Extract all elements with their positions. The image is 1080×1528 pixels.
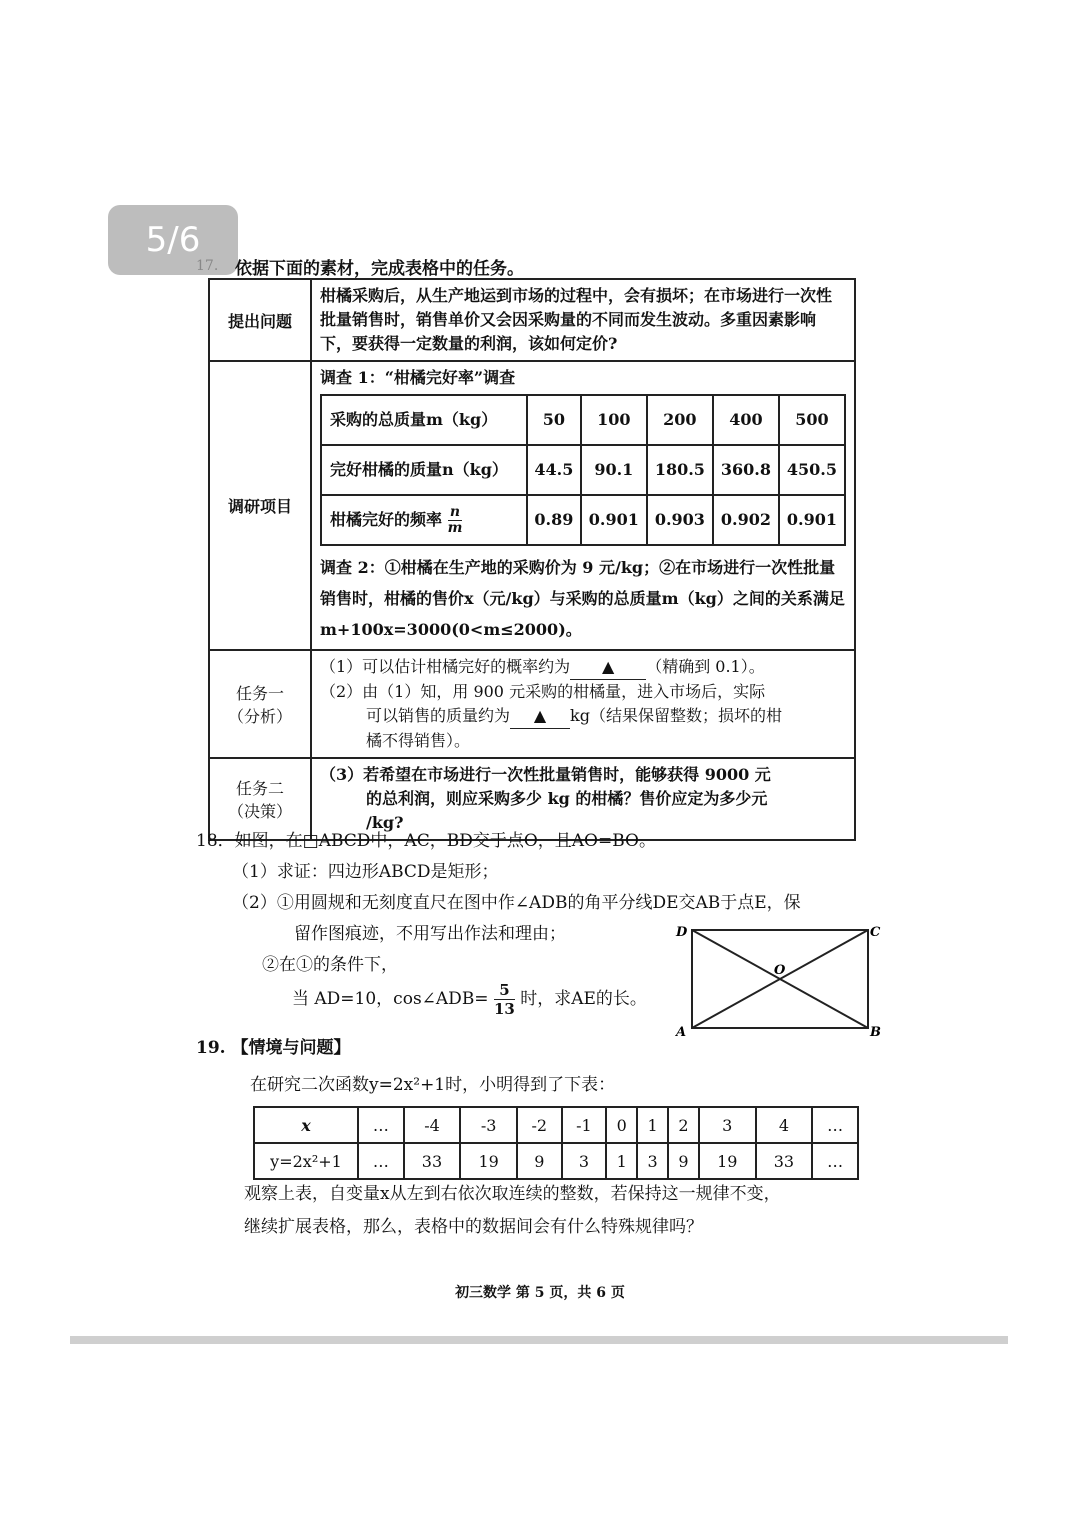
label-d: D: [676, 925, 688, 940]
page-indicator: 5/6: [108, 205, 238, 275]
task1-item2: （2）由（1）知，用 900 元采购的柑橘量，进入市场后，实际: [320, 682, 766, 701]
question-19-paragraph: 观察上表，自变量x从左到右依次取连续的整数，若保持这一规律不变， 继续扩展表格，那么，表格中的数据间会有什么特殊规律吗？: [244, 1184, 781, 1237]
cell: 0.902: [713, 495, 779, 545]
answer-blank-2: ▲: [510, 704, 570, 729]
problem-text: 柑橘采购后，从生产地运到市场的过程中，会有损坏；在市场进行一次性批量销售时，销售单价又会因采购量的不同而发生波动。多重因素影响下，要获得一定数量的利润，该如何定价?: [311, 279, 855, 361]
cell: 200: [647, 395, 713, 445]
cell: 100: [581, 395, 647, 445]
table-row: [321, 445, 845, 495]
q18-line1: 18．如图，在□ABCD中，AC，BD交于点O，且AO=BO。: [196, 831, 656, 851]
divider: [70, 1336, 1008, 1344]
survey1-title: 调查 1：“柑橘完好率”调查: [320, 368, 516, 387]
label-c: C: [870, 925, 881, 940]
cell: 0.89: [527, 495, 581, 545]
question-19-table: [253, 1106, 859, 1180]
task1-label: 任务一 （分析）: [209, 650, 311, 758]
fraction-5-13: $\frac{5}{13}$: [493, 981, 515, 1018]
question-17-number: 17.: [196, 258, 219, 274]
answer-blank-1: ▲: [570, 655, 646, 680]
cell: 90.1: [581, 445, 647, 495]
task1-item1: （1）可以估计柑橘完好的概率约为: [320, 657, 571, 676]
table-row: y=2x²+1 … 33 19 9 3 1 3 9 19 33 …: [254, 1143, 858, 1179]
problem-label: 提出问题: [209, 279, 311, 361]
row-header: x: [254, 1107, 358, 1143]
task2-item3: （3）若希望在市场进行一次性批量销售时，能够获得 9000 元: [320, 765, 771, 784]
row-header: y=2x²+1: [254, 1143, 358, 1179]
question-17-title: 依据下面的素材，完成表格中的任务。: [235, 259, 524, 279]
question-19-title: 19. 【情境与问题】: [196, 1038, 351, 1058]
cell: 450.5: [779, 445, 845, 495]
research-label: 调研项目: [209, 361, 311, 650]
cell: 0.903: [647, 495, 713, 545]
cell: 44.5: [527, 445, 581, 495]
row-header: 完好柑橘的质量n（kg）: [321, 445, 527, 495]
label-a: A: [676, 1025, 687, 1040]
cell: 0.901: [581, 495, 647, 545]
cell: 500: [779, 395, 845, 445]
label-o: O: [774, 963, 786, 978]
survey1-table: [320, 394, 846, 546]
question-19-intro: 在研究二次函数y=2x²+1时，小明得到了下表：: [250, 1075, 616, 1095]
rectangle-abcd-figure: [670, 920, 890, 1040]
q18-part2: （2）①用圆规和无刻度直尺在图中作∠ADB的角平分线DE交AB于点E，保: [232, 893, 801, 913]
table-row: x … -4 -3 -2 -1 0 1 2 3 4 …: [254, 1107, 858, 1143]
page-footer: 初三数学 第 5 页，共 6 页: [455, 1285, 625, 1301]
question-18: 18．如图，在□ABCD中，AC，BD交于点O，且AO=BO。 （1）求证：四边形ABCD是矩形； （2）①用圆规和无刻度直尺在图中作∠ADB的角平分线DE交AB于点E，保 留作图痕迹，不用写出作法和理由； ②在①的条件下， 当 AD=10，cos∠ADB= $\frac{5}{13}$ 时，求AE的长。: [196, 826, 876, 1018]
cell: 360.8: [713, 445, 779, 495]
table-row: [321, 495, 845, 545]
cell: 180.5: [647, 445, 713, 495]
cell: 0.901: [779, 495, 845, 545]
row-header: 采购的总质量m（kg）: [321, 395, 527, 445]
frequency-label: 柑橘完好的频率: [330, 509, 443, 529]
label-b: B: [870, 1025, 881, 1040]
cell: 400: [713, 395, 779, 445]
fraction-n-over-m: $\frac{n}{m}$: [447, 503, 463, 536]
table-row: [321, 395, 845, 445]
q18-part1: （1）求证：四边形ABCD是矩形；: [232, 862, 499, 882]
question-17-table: 提出问题 柑橘采购后，从生产地运到市场的过程中，会有损坏；在市场进行一次性批量销售时，销售单价又会因采购量的不同而发生波动。多重因素影响下，要获得一定数量的利润，该如何定价? 调研项目 调查 1：“柑橘完好率”调查 采购的总质量m（kg） 50 100 200 400 500 完好柑橘的质量n（kg） 44.5 90.1 180.5 360.8 450.5 柑橘完好的频率 $\frac{n}{m}$ 0.89 0.901 0.903 0.902 0.901 调查 2：①柑橘在生产地的采购价为 9 元/kg；②在市场进行一次性批量销售时，柑橘的售价x（元/kg）与采购的总质量m（kg）之间的关系满足m+100x=3000(0<m≤2000)。 任务一 （分析） （1）可以估计柑橘完好的概率约为 ▲ （精确到 0.1）。 （2）由（1）知，用 900 元采购的柑橘量，进入市场后，实际 可以销售的质量约为 ▲ kg（结果保留整数；损坏的柑 橘不得销售）。 任务二 （决策） （3）若希望在市场进行一次性批量销售时，能够获得 9000 元 的总利润，则应采购多少 kg 的柑橘？售价应定为多少元 /kg?: [208, 278, 856, 841]
survey2-text: 调查 2：①柑橘在生产地的采购价为 9 元/kg；②在市场进行一次性批量销售时，柑橘的售价x（元/kg）与采购的总质量m（kg）之间的关系满足m+100x=3000(0<m≤2000)。: [320, 558, 845, 639]
task2-label: 任务二 （决策）: [209, 758, 311, 840]
row-header: [321, 495, 527, 545]
cell: 50: [527, 395, 581, 445]
